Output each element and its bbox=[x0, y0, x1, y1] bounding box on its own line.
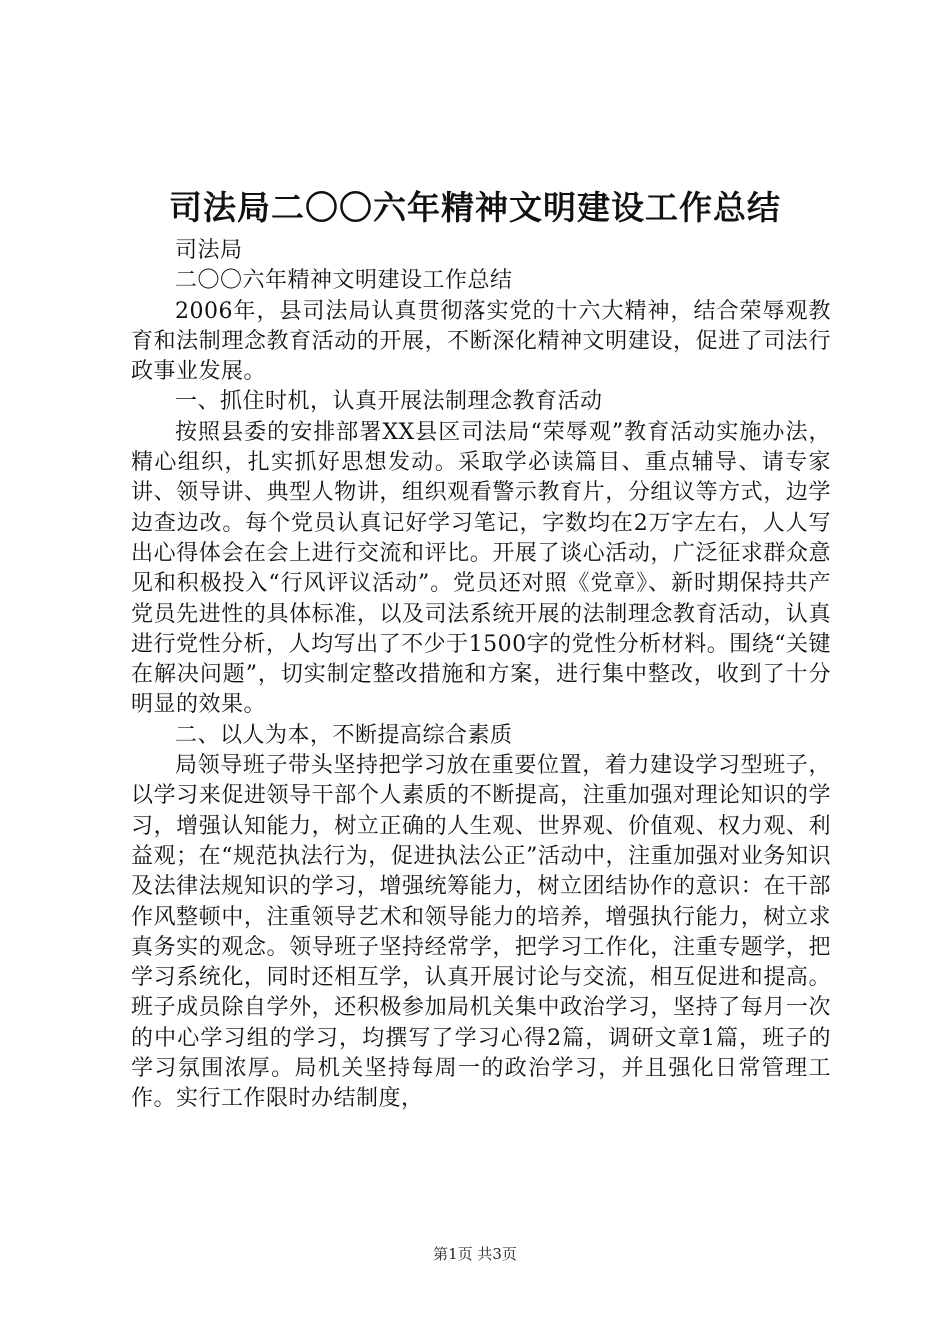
section-heading-2: 二、以人为本，不断提高综合素质 bbox=[175, 722, 513, 748]
paragraph-subtitle: 二〇〇六年精神文明建设工作总结 bbox=[175, 268, 513, 294]
paragraph-department: 司法局 bbox=[175, 238, 243, 263]
paragraph-section-2: 局领导班子带头坚持把学习放在重要位置，着力建设学习型班子，以学习来促进领导干部个人素质的不断提高，注重加强对理论知识的学习，增强认知能力，树立正确的人生观、世界观、价值观、权力观、利益观；在“规范执法行为，促进执法公正”活动中，注重加强对业务知识及法律法规知识的学习，增强统筹能力，树立团结协作的意识：在干部作风整顿中，注重领导艺术和领导能力的培养，增强执行能力，树立求真务实的观念。领导班子坚持经常学，把学习工作化，注重专题学，把学习系统化，同时还相互学，认真开展讨论与交流，相互促进和提高。班子成员除自学外，还积极参加局机关集中政治学习，坚持了每月一次的中心学习组的学习，均撰写了学习心得2篇，调研文章1篇，班子的学习氛围浓厚。局机关坚持每周一的政治学习，并且强化日常管理工作。实行工作限时办结制度， bbox=[131, 753, 831, 1112]
paragraph-intro: 2006年，县司法局认真贯彻落实党的十六大精神，结合荣辱观教育和法制理念教育活动的开展，不断深化精神文明建设，促进了司法行政事业发展。 bbox=[131, 298, 831, 385]
document-body bbox=[131, 236, 831, 1115]
page-footer: 第1页 共3页 bbox=[433, 1245, 517, 1263]
section-heading-1: 一、抓住时机，认真开展法制理念教育活动 bbox=[175, 389, 603, 415]
document-title: 司法局二〇〇六年精神文明建设工作总结 bbox=[169, 188, 781, 227]
paragraph-section-1: 按照县委的安排部署XX县区司法局“荣辱观”教育活动实施办法，精心组织，扎实抓好思想发动。采取学必读篇目、重点辅导、请专家讲、领导讲、典型人物讲，组织观看警示教育片，分组议等方式，边学边查边改。每个党员认真记好学习笔记，字数均在2万字左右，人人写出心得体会在会上进行交流和评比。开展了谈心活动，广泛征求群众意见和积极投入“行风评议活动”。党员还对照《党章》、新时期保持共产党员先进性的具体标准，以及司法系统开展的法制理念教育活动，认真进行党性分析，人均写出了不少于1500字的党性分析材料。围绕“关键在解决问题”，切实制定整改措施和方案，进行集中整改，收到了十分明显的效果。 bbox=[131, 419, 831, 718]
